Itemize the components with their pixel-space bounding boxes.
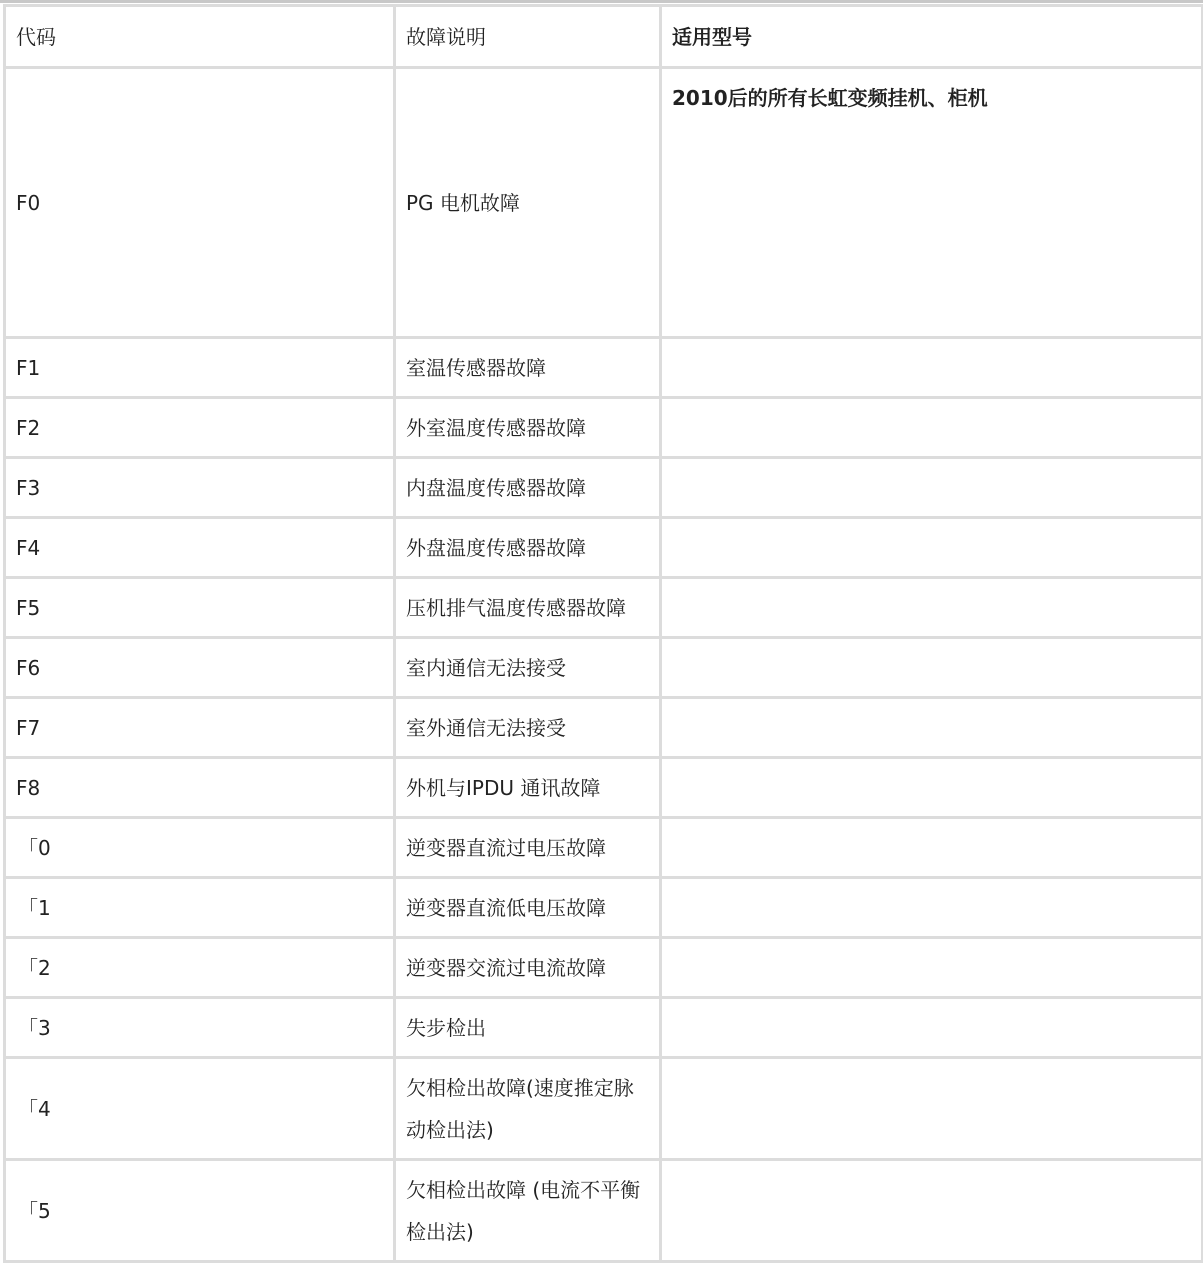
table-row [5,338,1203,398]
model-cell [661,938,1203,998]
desc-cell: 逆变器交流过电流故障 [395,938,661,998]
desc-cell: 外机与IPDU 通讯故障 [395,758,661,818]
model-cell [661,1160,1203,1262]
fault-code-table [3,4,1203,1263]
table-row [5,578,1203,638]
table-row [5,518,1203,578]
code-cell: F5 [5,578,395,638]
model-cell [661,1058,1203,1160]
model-cell [661,818,1203,878]
desc-cell: 外室温度传感器故障 [395,398,661,458]
code-cell: F3 [5,458,395,518]
code-cell: 「4 [5,1058,395,1160]
table-row [5,1160,1203,1262]
code-cell: F2 [5,398,395,458]
table-row [5,458,1203,518]
top-border [0,0,1203,3]
code-cell: 「1 [5,878,395,938]
model-cell [661,578,1203,638]
code-cell: F1 [5,338,395,398]
model-cell: 2010后的所有长虹变频挂机、柜机 [661,68,1203,338]
code-cell: F4 [5,518,395,578]
table-row [5,938,1203,998]
table-row [5,698,1203,758]
desc-cell: 逆变器直流低电压故障 [395,878,661,938]
table-row [5,878,1203,938]
model-cell [661,458,1203,518]
model-cell [661,698,1203,758]
code-cell: 「0 [5,818,395,878]
model-cell [661,758,1203,818]
desc-cell: 外盘温度传感器故障 [395,518,661,578]
code-cell: 「3 [5,998,395,1058]
model-cell [661,878,1203,938]
code-cell: 「5 [5,1160,395,1262]
code-cell: 「2 [5,938,395,998]
table-row [5,638,1203,698]
desc-cell: 室温传感器故障 [395,338,661,398]
desc-cell: 失步检出 [395,998,661,1058]
desc-cell: 内盘温度传感器故障 [395,458,661,518]
code-cell: F0 [5,68,395,338]
model-cell [661,398,1203,458]
model-cell [661,518,1203,578]
table-row [5,818,1203,878]
header-code: 代码 [5,6,395,68]
model-cell [661,998,1203,1058]
desc-cell: 压机排气温度传感器故障 [395,578,661,638]
code-cell: F8 [5,758,395,818]
table-row [5,68,1203,338]
header-model: 适用型号 [661,6,1203,68]
code-cell: F6 [5,638,395,698]
code-cell: F7 [5,698,395,758]
desc-cell: 逆变器直流过电压故障 [395,818,661,878]
header-desc: 故障说明 [395,6,661,68]
header-row [5,6,1203,68]
table-row [5,1058,1203,1160]
desc-cell: 欠相检出故障 (电流不平衡检出法) [395,1160,661,1262]
desc-cell: 欠相检出故障(速度推定脉动检出法) [395,1058,661,1160]
desc-cell: 室内通信无法接受 [395,638,661,698]
model-cell [661,638,1203,698]
table-row [5,998,1203,1058]
desc-cell: PG 电机故障 [395,68,661,338]
table-row [5,398,1203,458]
desc-cell: 室外通信无法接受 [395,698,661,758]
table-row [5,758,1203,818]
model-cell [661,338,1203,398]
